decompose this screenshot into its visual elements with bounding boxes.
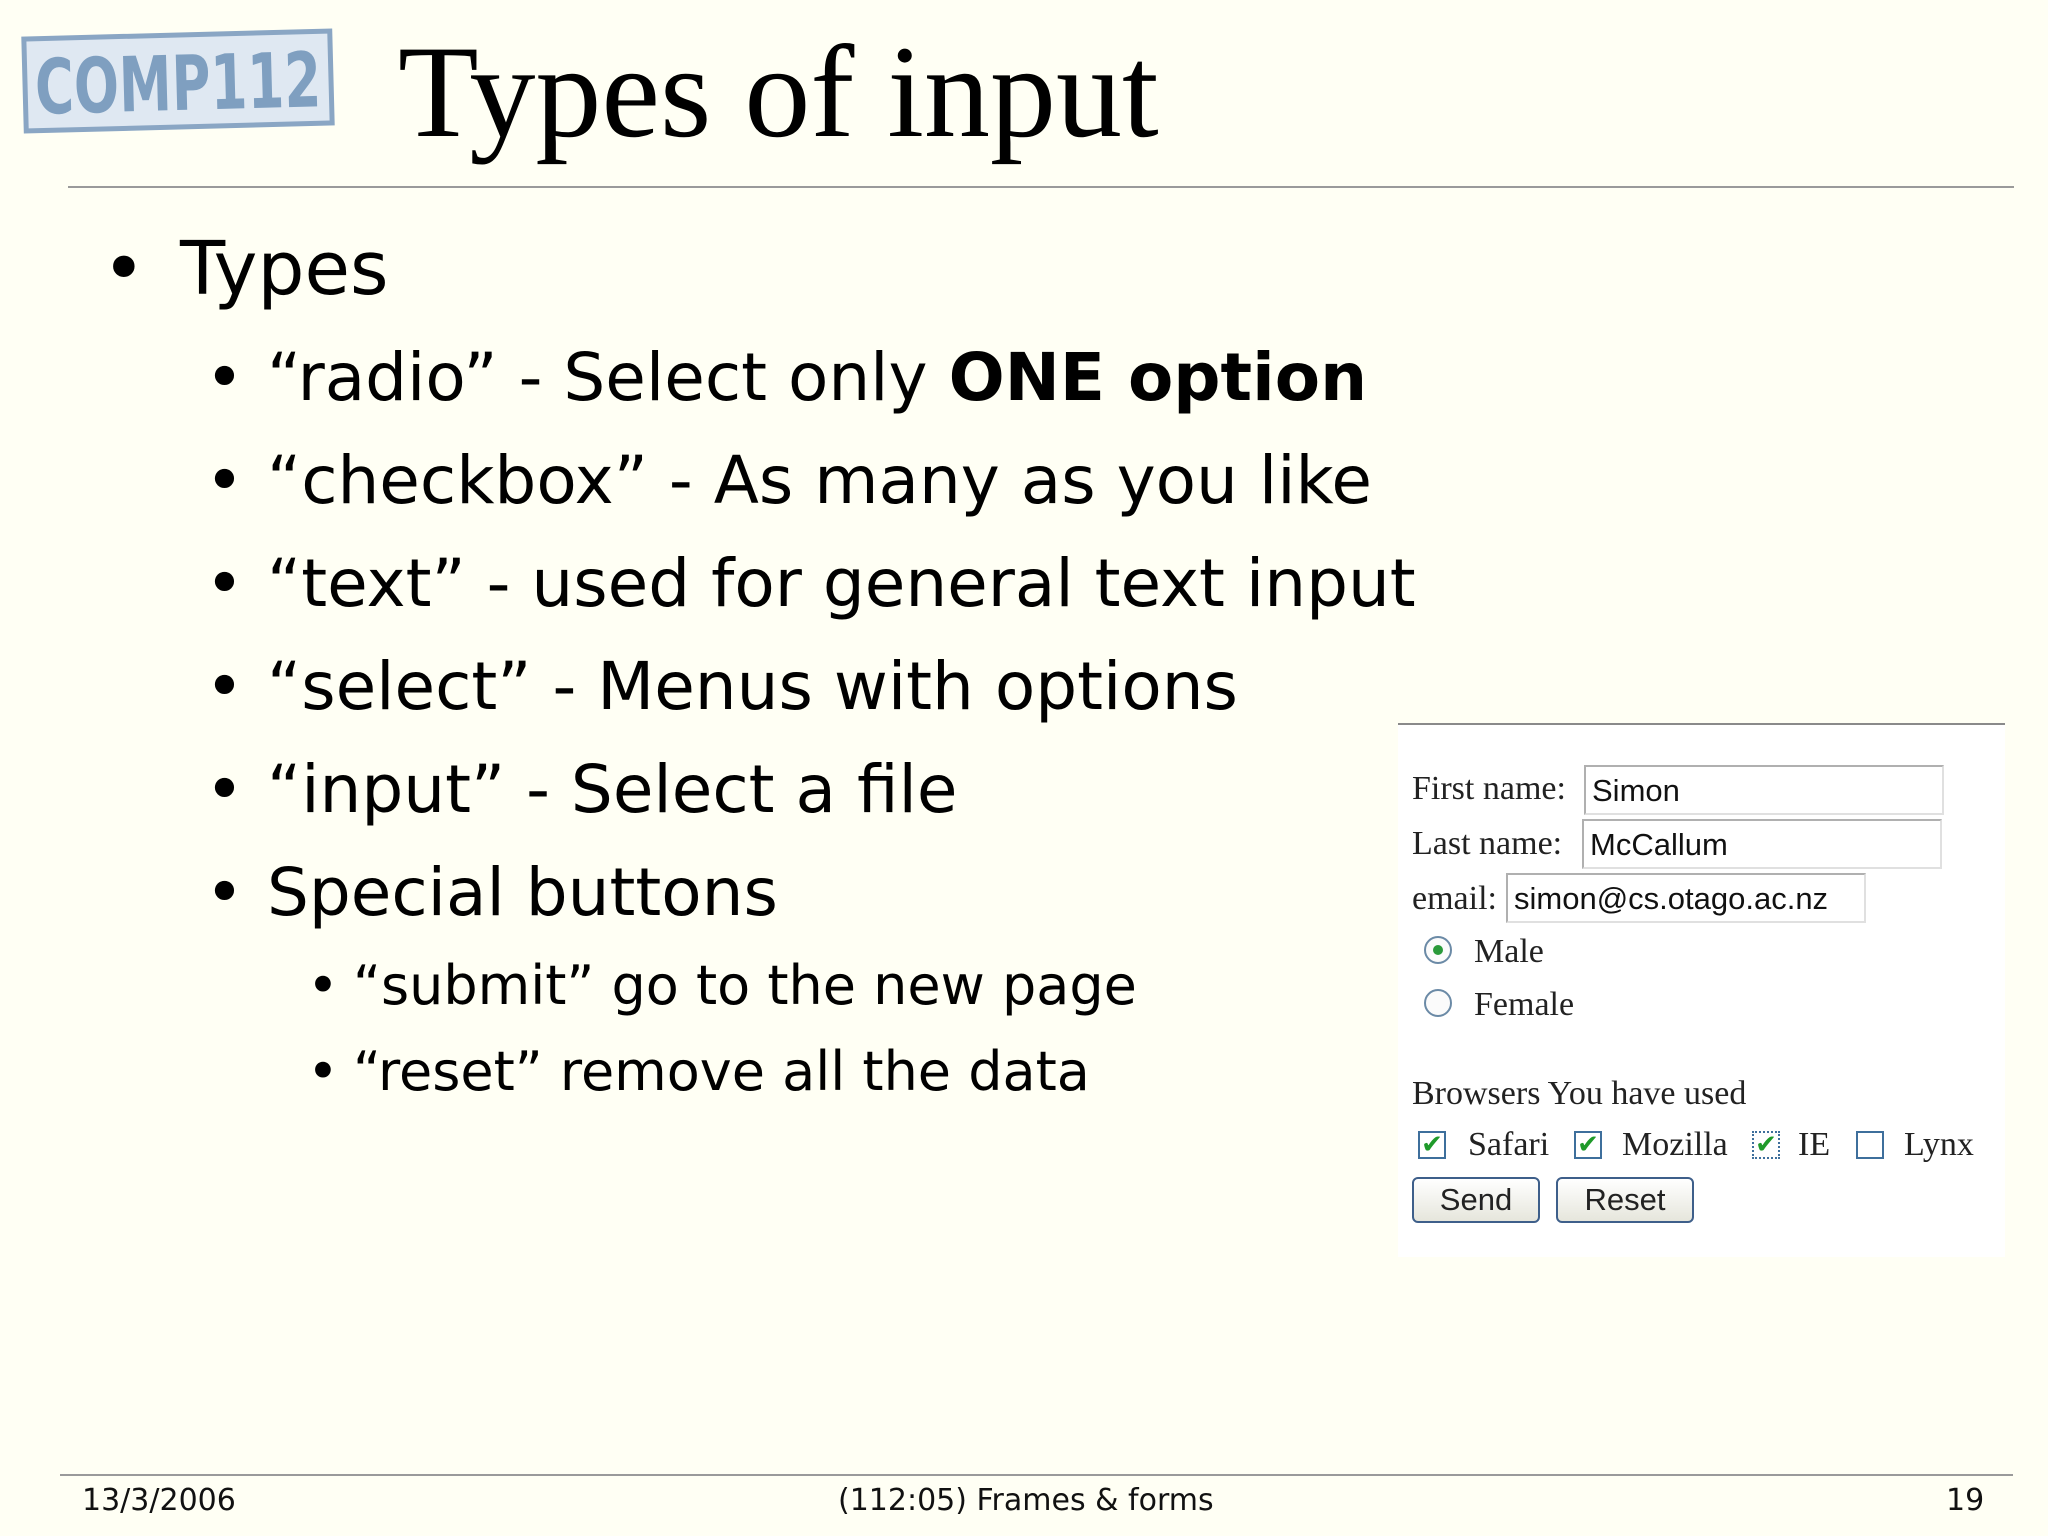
page-number: 19 bbox=[1946, 1483, 1985, 1518]
first-name-label: First name: bbox=[1412, 770, 1566, 807]
bullet-radio-text: “radio” - Select only bbox=[267, 339, 949, 416]
last-name-label: Last name: bbox=[1412, 825, 1563, 862]
first-name-field[interactable]: Simon bbox=[1584, 765, 1944, 815]
bullet-special bbox=[205, 854, 778, 931]
bullet-dot: • bbox=[205, 545, 244, 622]
bullet-dot: • bbox=[205, 854, 244, 931]
bullet-input-text: “input” - Select a file bbox=[267, 751, 958, 828]
bullet-types bbox=[102, 226, 389, 312]
bullet-text-text: “text” - used for general text input bbox=[267, 545, 1416, 622]
bullet-radio-bold: ONE option bbox=[948, 339, 1368, 416]
female-label: Female bbox=[1474, 986, 1575, 1023]
email-label: email: bbox=[1412, 880, 1497, 917]
bullet-select-text: “select” - Menus with options bbox=[267, 648, 1238, 725]
bullet-dot: • bbox=[307, 954, 339, 1017]
bullet-select bbox=[205, 648, 1238, 725]
logo-text: COMP112 bbox=[33, 32, 447, 132]
bullet-input bbox=[205, 751, 957, 828]
form-example-panel bbox=[1398, 723, 2005, 1257]
bullet-reset-text: “reset” remove all the data bbox=[353, 1040, 1090, 1103]
lynx-checkbox[interactable] bbox=[1856, 1131, 1884, 1159]
bullet-dot: • bbox=[307, 1040, 339, 1103]
female-radio[interactable] bbox=[1424, 989, 1452, 1017]
last-name-field[interactable]: McCallum bbox=[1582, 819, 1942, 869]
safari-label: Safari bbox=[1468, 1126, 1550, 1163]
lynx-label: Lynx bbox=[1904, 1126, 1974, 1163]
bullet-radio bbox=[205, 339, 1367, 416]
bullet-submit bbox=[307, 954, 1137, 1017]
bullet-reset bbox=[307, 1040, 1090, 1103]
bullet-submit-text: “submit” go to the new page bbox=[353, 954, 1137, 1017]
slide-title: Types of input bbox=[398, 18, 1159, 165]
bullet-checkbox bbox=[205, 442, 1372, 519]
footer-title: (112:05) Frames & forms bbox=[838, 1483, 1214, 1518]
ie-label: IE bbox=[1798, 1126, 1831, 1163]
browsers-label: Browsers You have used bbox=[1412, 1075, 1747, 1112]
bullet-dot: • bbox=[205, 339, 244, 416]
bullet-special-text: Special buttons bbox=[267, 854, 778, 931]
bullet-dot: • bbox=[102, 226, 146, 312]
comp112-logo bbox=[22, 32, 447, 132]
mozilla-label: Mozilla bbox=[1622, 1126, 1728, 1163]
male-label: Male bbox=[1474, 933, 1544, 970]
send-button[interactable]: Send bbox=[1412, 1177, 1540, 1223]
title-divider bbox=[68, 186, 2014, 188]
bullet-types-text: Types bbox=[180, 226, 389, 312]
reset-button[interactable]: Reset bbox=[1556, 1177, 1694, 1223]
bullet-text bbox=[205, 545, 1416, 622]
bullet-dot: • bbox=[205, 648, 244, 725]
footer-date: 13/3/2006 bbox=[82, 1483, 236, 1518]
mozilla-checkbox[interactable]: ✔ bbox=[1574, 1131, 1602, 1159]
bullet-checkbox-text: “checkbox” - As many as you like bbox=[267, 442, 1373, 519]
ie-checkbox[interactable]: ✔ bbox=[1752, 1131, 1780, 1159]
safari-checkbox[interactable]: ✔ bbox=[1418, 1131, 1446, 1159]
footer-divider bbox=[60, 1474, 2013, 1476]
email-field[interactable]: simon@cs.otago.ac.nz bbox=[1506, 873, 1866, 923]
bullet-dot: • bbox=[205, 751, 244, 828]
male-radio[interactable] bbox=[1424, 936, 1452, 964]
bullet-dot: • bbox=[205, 442, 244, 519]
